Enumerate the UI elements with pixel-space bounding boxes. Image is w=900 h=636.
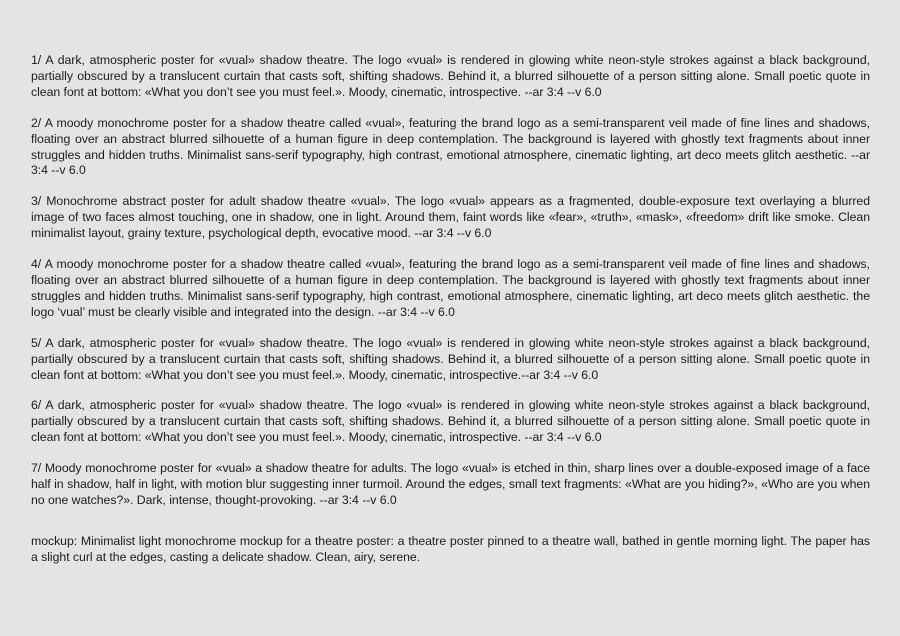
prompt-paragraph-1: 1/ A dark, atmospheric poster for «vual» shadow theatre. The logo «vual» is rendered in glowing white neon-style strokes against a black background, partially obscured by a translucent curtain that casts soft, shifting shadows. Behind it, a blurred silhouette of a person sitting alone. Small poetic quote in clean font at bottom: «What you don’t see you must feel.». Moody, cinematic, introspective. --ar 3:4 --v 6.0 bbox=[31, 53, 870, 99]
prompt-paragraph-4: 4/ A moody monochrome poster for a shadow theatre called «vual», featuring the brand logo as a semi-transparent veil made of fine lines and shadows, floating over an abstract blurred silhouette of a human figure in deep contemplation. The background is layered with ghostly text fragments about inner struggles and hidden truths. Minimalist sans-serif typography, high contrast, emotional atmosphere, cinematic lighting, art deco meets glitch aesthetic. the logo ‘vual’ must be clearly visible and integrated into the design. --ar 3:4 --v 6.0 bbox=[31, 257, 870, 319]
prompt-paragraph-2: 2/ A moody monochrome poster for a shadow theatre called «vual», featuring the brand logo as a semi-transparent veil made of fine lines and shadows, floating over an abstract blurred silhouette of a human figure in deep contemplation. The background is layered with ghostly text fragments about inner struggles and hidden truths. Minimalist sans-serif typography, high contrast, emotional atmosphere, cinematic lighting, art deco meets glitch aesthetic. --ar 3:4 --v 6.0 bbox=[31, 115, 870, 178]
prompt-paragraph-6: 6/ A dark, atmospheric poster for «vual» shadow theatre. The logo «vual» is rendered in glowing white neon-style strokes against a black background, partially obscured by a translucent curtain that casts soft, shifting shadows. Behind it, a blurred silhouette of a person sitting alone. Small poetic quote in clean font at bottom: «What you don’t see you must feel.». Moody, cinematic, introspective. --ar 3:4 --v 6.0 bbox=[31, 398, 870, 445]
prompt-paragraph-3: 3/ Monochrome abstract poster for adult shadow theatre «vual». The logo «vual» appears as a fragmented, double-exposure text overlaying a blurred image of two faces almost touching, one in shadow, one in light. Around them, faint words like «fear», «truth», «mask», «freedom» drift like smoke. Clean minimalist layout, grainy texture, psychological depth, evocative mood. --ar 3:4 --v 6.0 bbox=[31, 194, 870, 241]
prompt-paragraph-5: 5/ A dark, atmospheric poster for «vual» shadow theatre. The logo «vual» is rendered in glowing white neon-style strokes against a black background, partially obscured by a translucent curtain that casts soft, shifting shadows. Behind it, a blurred silhouette of a person sitting alone. Small poetic quote in clean font at bottom: «What you don’t see you must feel.». Moody, cinematic, introspective.--ar 3:4 --v 6.0 bbox=[31, 335, 870, 382]
mockup-paragraph: mockup: Minimalist light monochrome mockup for a theatre poster: a theatre poster pinned to a theatre wall, bathed in gentle morning light. The paper has a slight curl at the edges, casting a delicate shadow. Clean, airy, serene. bbox=[31, 533, 870, 564]
prompt-paragraph-7: 7/ Moody monochrome poster for «vual» a shadow theatre for adults. The logo «vual» is etched in thin, sharp lines over a double-exposed image of a face half in shadow, half in light, with motion blur suggesting inner turmoil. Around the edges, small text fragments: «What are you hiding?», «Who are you when no one watches?». Dark, intense, thought-provoking. --ar 3:4 --v 6.0 bbox=[31, 461, 870, 507]
